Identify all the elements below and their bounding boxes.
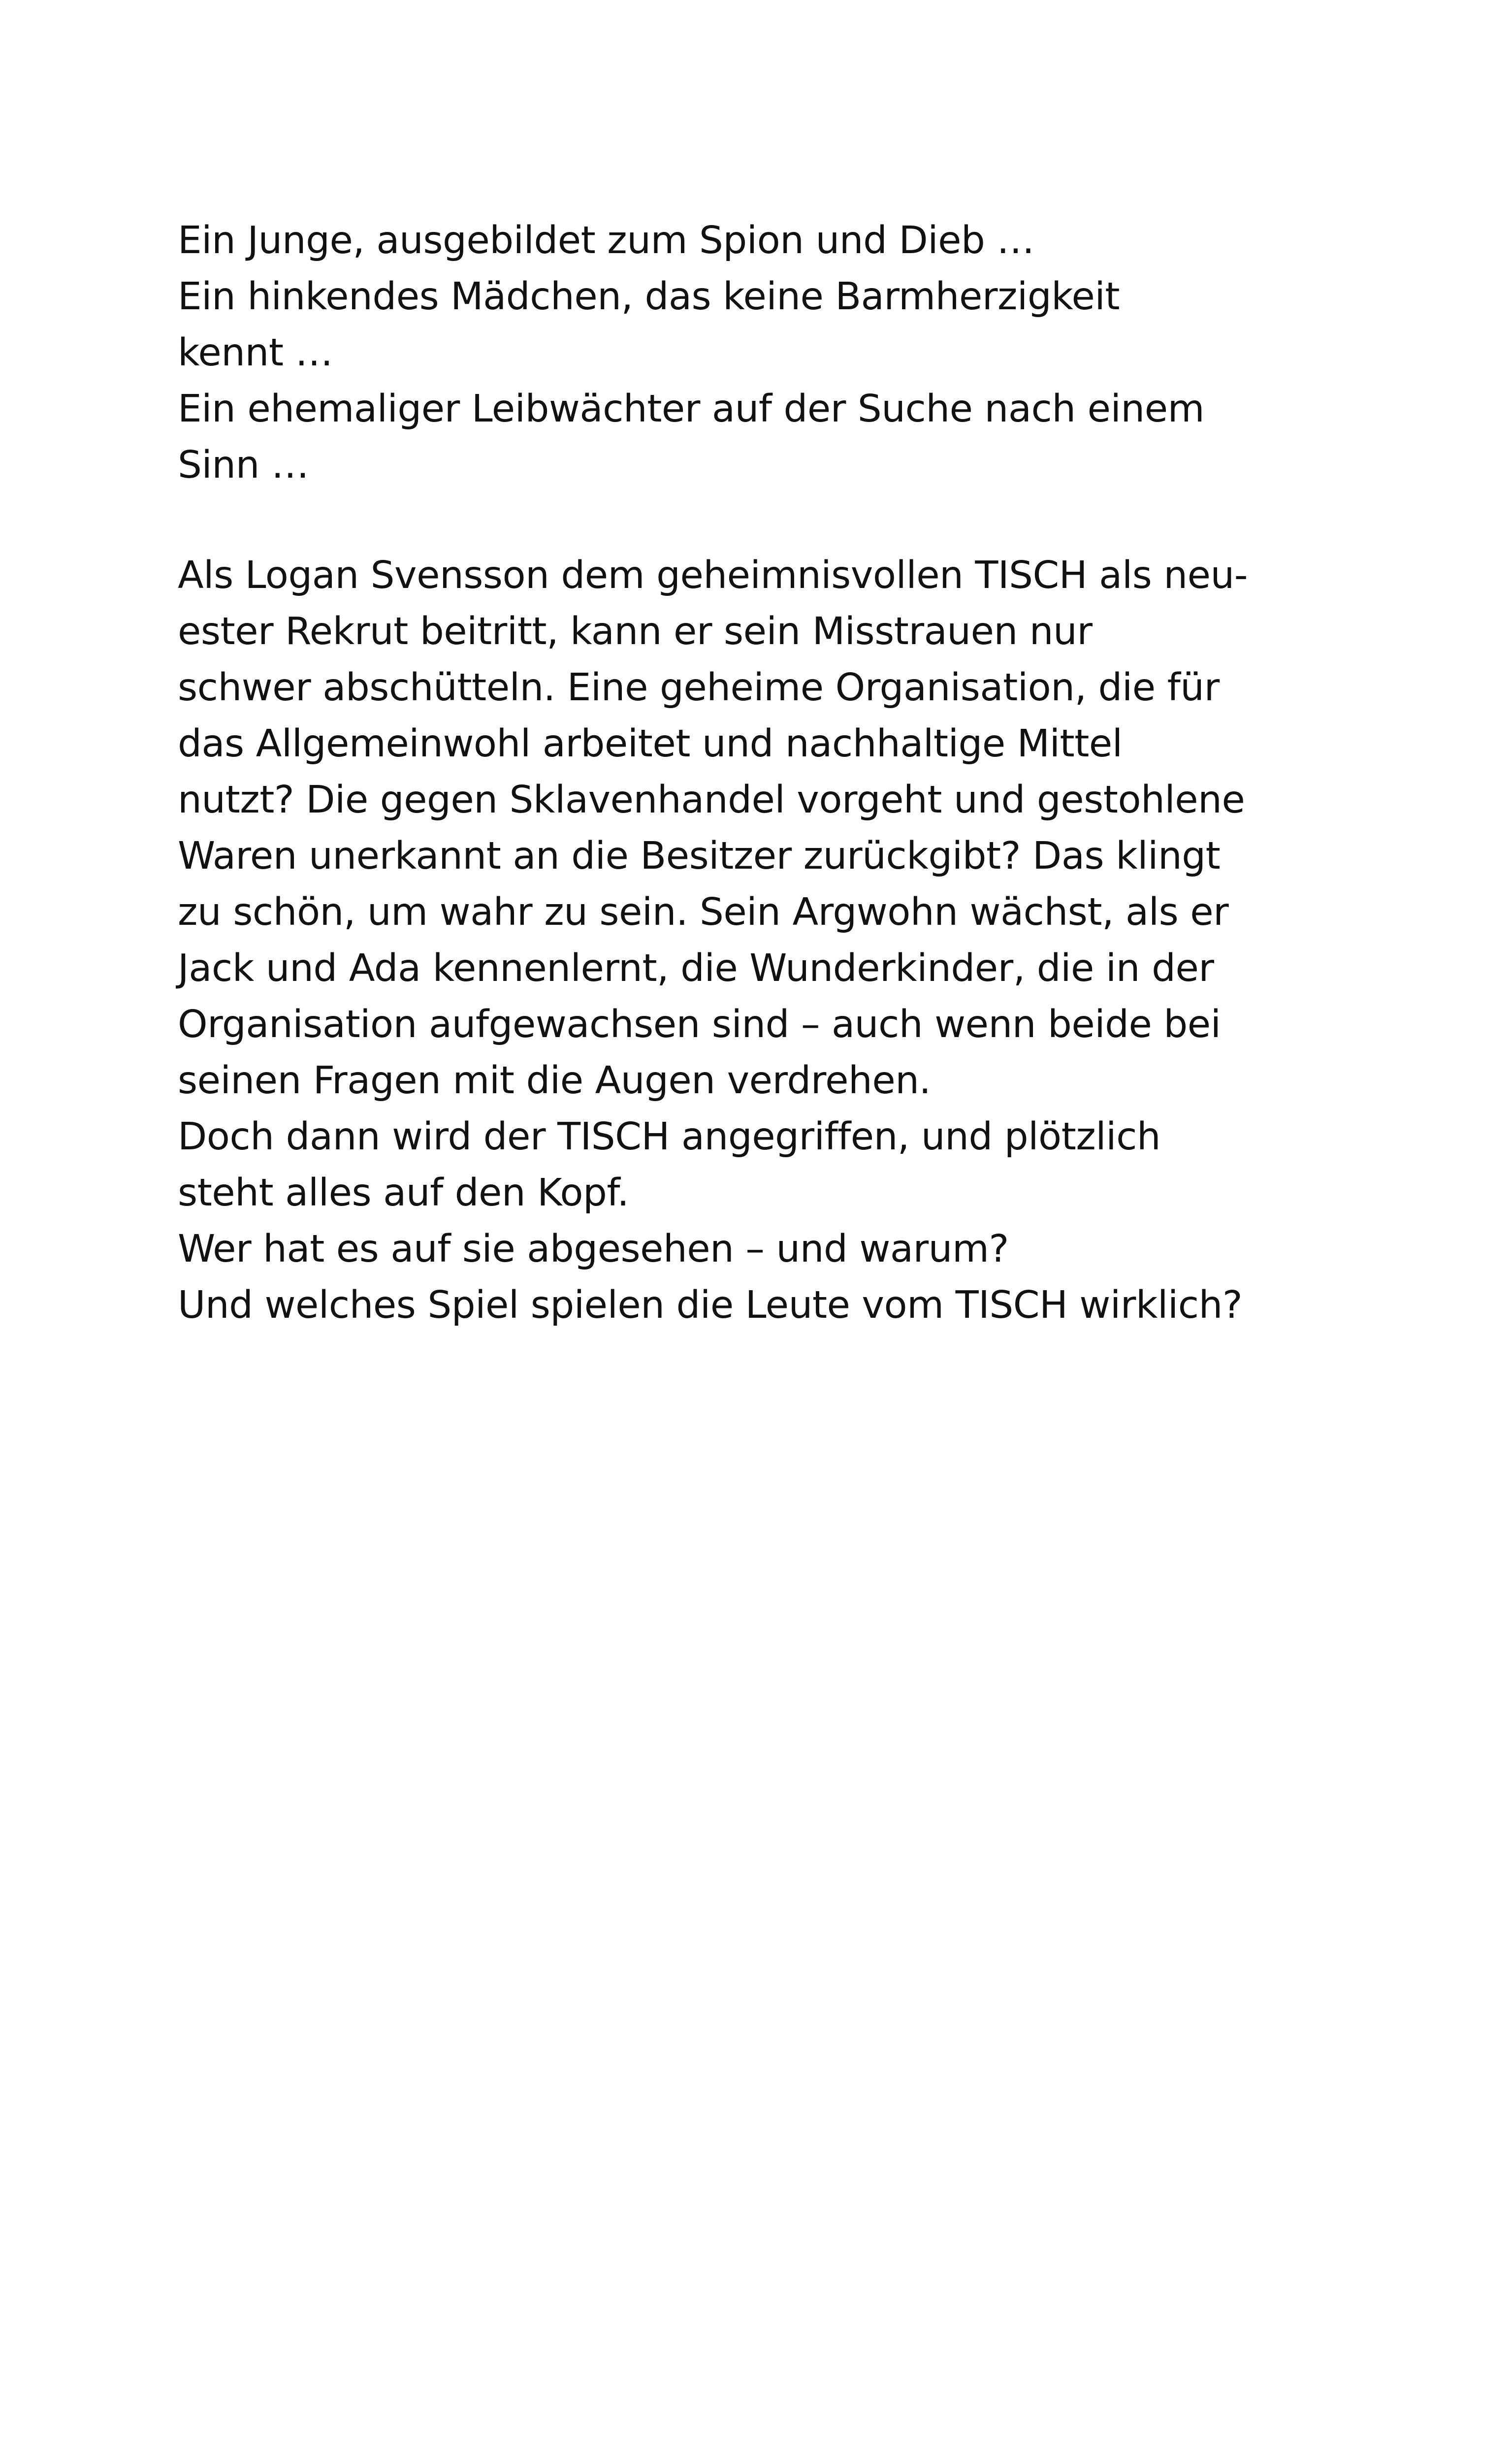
body-line: Organisation aufgewachsen sind – auch wenn beide bei xyxy=(178,1003,1221,1046)
body-line: zu schön, um wahr zu sein. Sein Argwohn wächst, als er xyxy=(178,890,1229,934)
teaser-line: kennt … xyxy=(178,331,333,375)
blurb-text xyxy=(178,213,1261,1334)
body-line: Waren unerkannt an die Besitzer zurückgibt? Das klingt xyxy=(178,834,1221,878)
body-line: steht alles auf den Kopf. xyxy=(178,1171,629,1215)
body-line: ester Rekrut beitritt, kann er sein Misstrauen nur xyxy=(178,610,1093,653)
body-line: Doch dann wird der TISCH angegriffen, und plötzlich xyxy=(178,1115,1161,1159)
body-line: Jack und Ada kennenlernt, die Wunderkinder, die in der xyxy=(178,946,1214,990)
body-line: Und welches Spiel spielen die Leute vom TISCH wirklich? xyxy=(178,1283,1243,1327)
paragraph-gap xyxy=(178,493,1261,548)
body-line: das Allgemeinwohl arbeitet und nachhaltige Mittel xyxy=(178,722,1123,766)
teaser-line: Ein hinkendes Mädchen, das keine Barmherzigkeit xyxy=(178,275,1120,319)
body-line: Als Logan Svensson dem geheimnisvollen TISCH als neu- xyxy=(178,554,1248,597)
teaser-line: Sinn … xyxy=(178,443,309,487)
body-paragraph xyxy=(178,548,1261,1334)
teaser-line: Ein Junge, ausgebildet zum Spion und Dieb … xyxy=(178,219,1034,262)
body-line: seinen Fragen mit die Augen verdrehen. xyxy=(178,1059,931,1103)
body-line: Wer hat es auf sie abgesehen – und warum? xyxy=(178,1227,1009,1271)
body-line: schwer abschütteln. Eine geheime Organisation, die für xyxy=(178,666,1220,710)
body-line: nutzt? Die gegen Sklavenhandel vorgeht und gestohlene xyxy=(178,778,1245,822)
teaser-line: Ein ehemaliger Leibwächter auf der Suche nach einem xyxy=(178,387,1205,431)
teaser-paragraph xyxy=(178,213,1261,493)
